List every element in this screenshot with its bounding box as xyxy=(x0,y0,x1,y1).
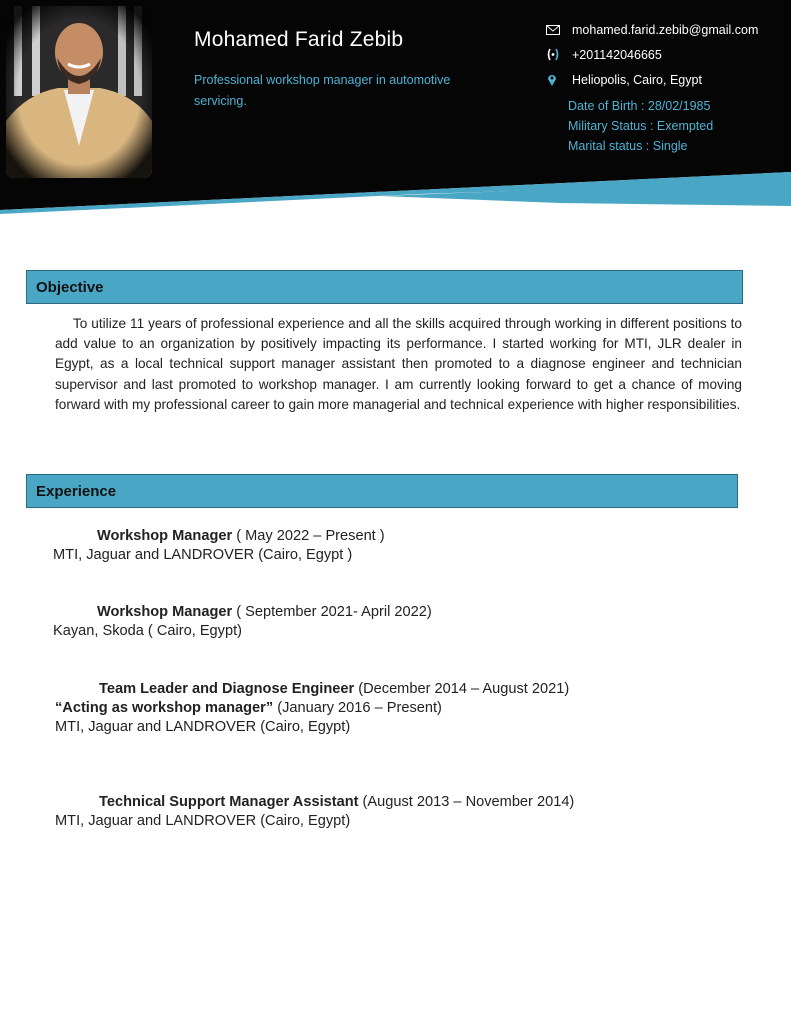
job-title: Technical Support Manager Assistant xyxy=(99,794,359,810)
job-company: MTI, Jaguar and LANDROVER (Cairo, Egypt) xyxy=(55,813,351,829)
date-of-birth: Date of Birth : 28/02/1985 xyxy=(568,99,711,113)
military-status: Military Status : Exempted xyxy=(568,119,714,133)
envelope-icon xyxy=(546,25,572,35)
contact-email[interactable]: mohamed.farid.zebib@gmail.com xyxy=(572,22,759,37)
job-title: Workshop Manager xyxy=(97,604,233,620)
candidate-name: Mohamed Farid Zebib xyxy=(194,28,404,51)
contact-block xyxy=(546,17,786,92)
job-acting-title: “Acting as workshop manager” xyxy=(55,700,274,716)
contact-email-row xyxy=(546,17,786,42)
phone-icon xyxy=(546,48,572,61)
experience-heading: Experience xyxy=(26,474,738,508)
job-period: (December 2014 – August 2021) xyxy=(354,681,570,697)
job-title: Workshop Manager xyxy=(97,528,233,544)
job-company: MTI, Jaguar and LANDROVER (Cairo, Egypt ) xyxy=(53,547,353,563)
contact-phone-row xyxy=(546,42,786,67)
contact-location: Heliopolis, Cairo, Egypt xyxy=(572,72,702,87)
profile-photo xyxy=(6,6,152,178)
job-entry-4 xyxy=(55,793,575,831)
job-entry-2 xyxy=(53,603,432,641)
job-entry-1 xyxy=(53,527,385,565)
marital-status: Marital status : Single xyxy=(568,139,688,153)
job-entry-3 xyxy=(55,680,570,737)
map-pin-icon xyxy=(546,73,572,87)
job-period: (August 2013 – November 2014) xyxy=(358,794,575,810)
job-title: Team Leader and Diagnose Engineer xyxy=(99,681,355,697)
contact-location-row xyxy=(546,67,786,92)
contact-phone[interactable]: +201142046665 xyxy=(572,47,662,62)
job-acting-period: (January 2016 – Present) xyxy=(273,700,442,716)
objective-heading: Objective xyxy=(26,270,743,304)
job-company: MTI, Jaguar and LANDROVER (Cairo, Egypt) xyxy=(55,719,351,735)
candidate-tagline: Professional workshop manager in automotive servicing. xyxy=(194,73,451,108)
job-period: ( September 2021- April 2022) xyxy=(232,604,432,620)
job-period: ( May 2022 – Present ) xyxy=(232,528,385,544)
job-company: Kayan, Skoda ( Cairo, Egypt) xyxy=(53,623,242,639)
objective-text: To utilize 11 years of professional experience and all the skills acquired through working in different positions to add value to an organization by positively impacting its performance. I started working for MTI, JLR dealer in Egypt, as a local technical support manager assistant then promoted to a diagnose engineer and technician supervisor and last promoted to workshop manager. I am currently looking forward to get a chance of moving forward with my professional career to gain more managerial and technical experience with higher responsibilities. xyxy=(55,316,742,412)
personal-info xyxy=(568,96,713,156)
